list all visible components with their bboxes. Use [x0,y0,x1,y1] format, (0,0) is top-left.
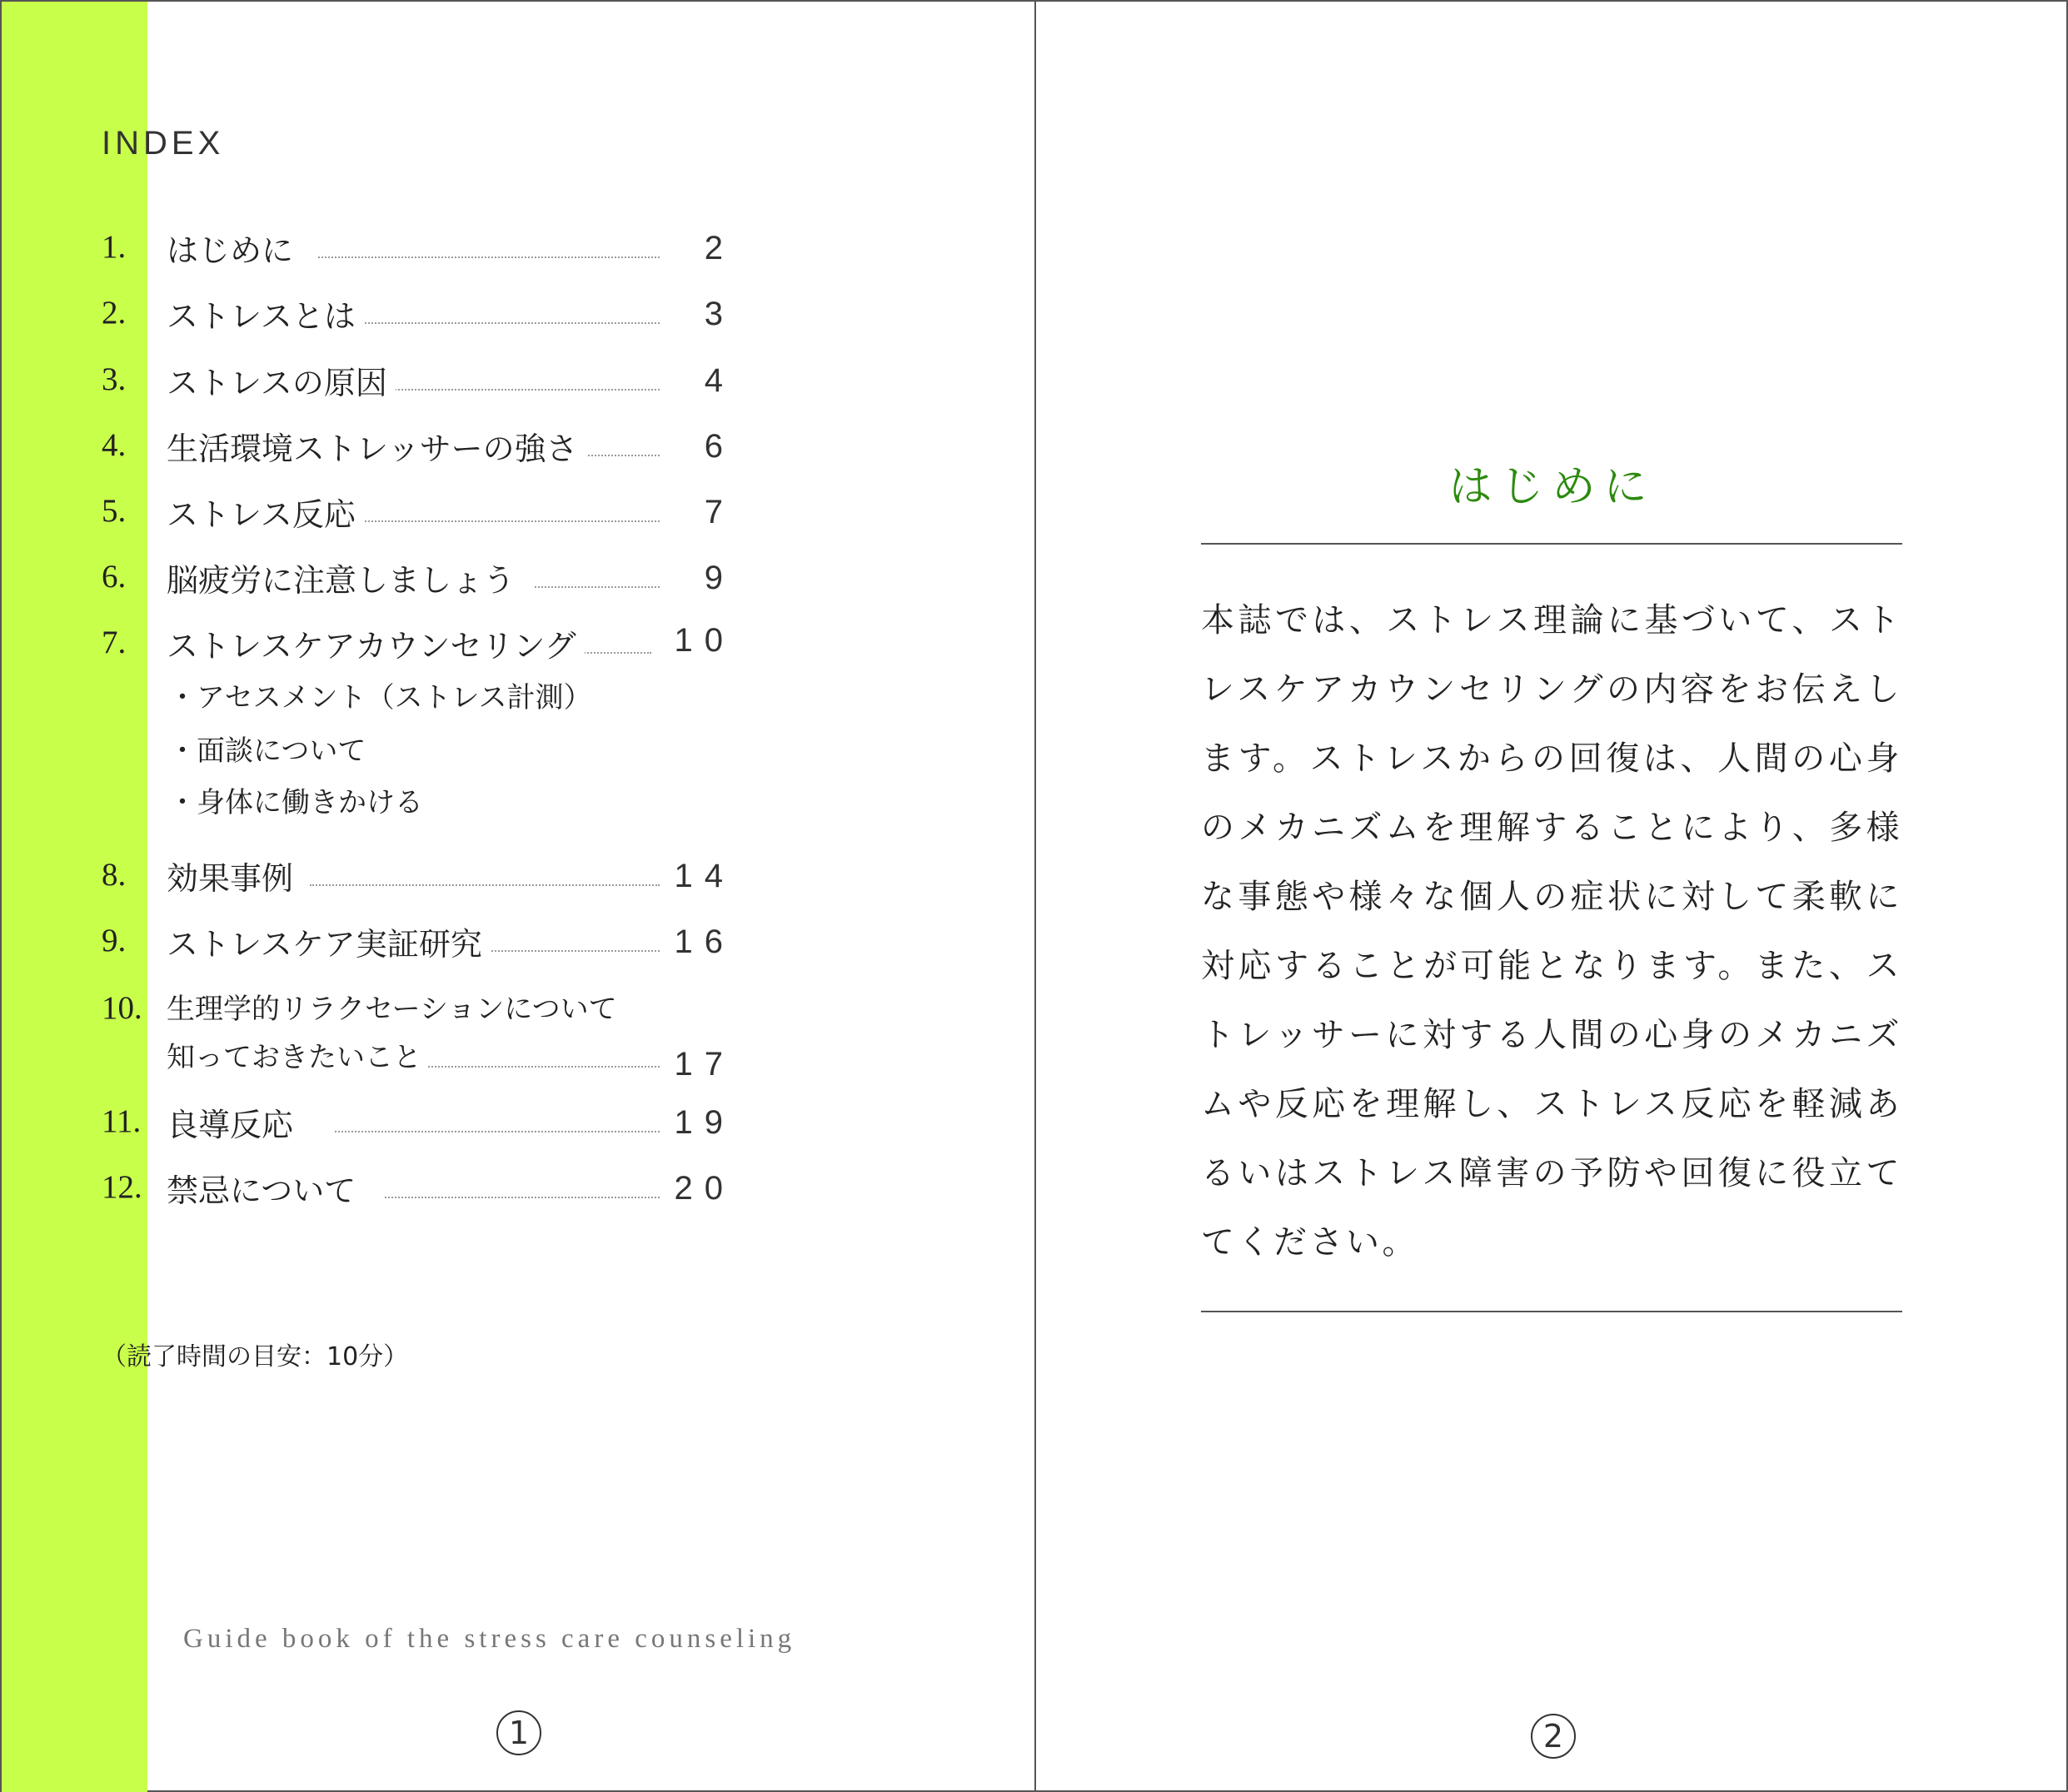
toc-subitem[interactable]: ・身体に働きかける [168,786,423,819]
dot-leader [535,586,660,588]
toc-page: 14 [674,858,735,894]
toc-number: 2. [102,295,127,331]
toc-page: 17 [674,1046,735,1083]
toc-page: 4 [704,362,735,399]
table-of-contents [2,2,1034,1792]
toc-title: ストレスケアカウンセリング [167,620,585,666]
toc-title: 良導反応 [167,1099,301,1145]
dot-leader [351,520,660,522]
toc-page: 10 [674,622,735,659]
guide-tagline: Guide book of the stress care counseling [183,1624,796,1654]
toc-page: 7 [704,494,735,530]
index-page [2,2,1036,1792]
dot-leader [318,256,660,258]
bottom-rule [1201,1311,1902,1312]
toc-number: 1. [102,229,127,265]
toc-page: 9 [704,560,735,596]
toc-title: ストレスの原因 [167,357,396,403]
toc-number: 7. [102,625,127,660]
toc-title: はじめに [167,225,301,271]
toc-number: 10. [102,990,142,1026]
dot-leader [351,322,660,324]
toc-item[interactable] [102,489,735,539]
toc-title: 禁忌について [167,1165,364,1211]
toc-page: 19 [674,1104,735,1141]
page-number-circle: 1 [496,1710,541,1755]
dot-leader [385,1197,660,1198]
reading-time-note: （読了時間の目安：10分） [102,1342,409,1371]
toc-subitem[interactable]: ・アセスメント（ストレス計測） [168,681,592,714]
toc-item[interactable] [102,1165,735,1215]
toc-title: 生活環境ストレッサーの強さ [167,423,586,469]
toc-number: 12. [102,1169,142,1205]
toc-item[interactable] [102,918,735,968]
toc-number: 3. [102,361,127,397]
toc-title-continued: 知っておきたいこと [167,1034,426,1075]
toc-item[interactable] [102,986,735,1086]
dot-leader [385,389,660,391]
toc-item[interactable] [102,357,735,407]
toc-item[interactable] [102,291,735,341]
toc-page: 6 [704,428,735,465]
index-heading: INDEX [102,125,225,162]
toc-number: 8. [102,857,127,893]
toc-title: ストレスとは [167,291,364,336]
introduction-page [1036,2,2068,1792]
toc-number: 11. [102,1103,142,1139]
toc-number: 6. [102,559,127,595]
toc-title: 生理学的リラクセーションについて [167,986,625,1027]
toc-title: 脳疲労に注意しましょう [167,555,523,600]
section-title: はじめに [1448,462,1656,512]
introduction-text: 本誌では、ストレス理論に基づいて、ストレスケアカウンセリングの内容をお伝えします。ストレスからの回復は、人間の心身のメカニズムを理解することにより、多様な事態や様々な個人の症状に対して柔軟に対応することが可能となります。また、ストレッサーに対する人間の心身のメカニズムや反応を理解し、ストレス反応を軽減あるいはストレス障害の予防や回復に役立ててください。 [1201,601,1902,1262]
toc-page: 3 [704,296,735,332]
toc-number: 4. [102,427,127,463]
toc-page: 16 [674,923,735,960]
dot-leader [418,1066,660,1068]
toc-item[interactable] [102,225,735,275]
toc-item[interactable] [102,853,735,903]
top-rule [1201,543,1902,545]
toc-item[interactable] [102,555,735,605]
dot-leader [335,1131,660,1132]
toc-page: 20 [674,1170,735,1207]
toc-number: 9. [102,923,127,958]
toc-item[interactable] [102,423,735,473]
toc-number: 5. [102,493,127,529]
toc-title: ストレスケア実証研究 [167,918,491,964]
toc-item[interactable] [102,620,735,670]
toc-title: ストレス反応 [167,489,364,535]
dot-leader [310,884,660,886]
toc-page: 2 [704,230,735,266]
page-number-circle: 2 [1531,1714,1576,1759]
toc-subitem[interactable]: ・面談について [168,734,366,768]
toc-title: 効果事例 [167,853,301,898]
toc-item[interactable] [102,1099,735,1149]
